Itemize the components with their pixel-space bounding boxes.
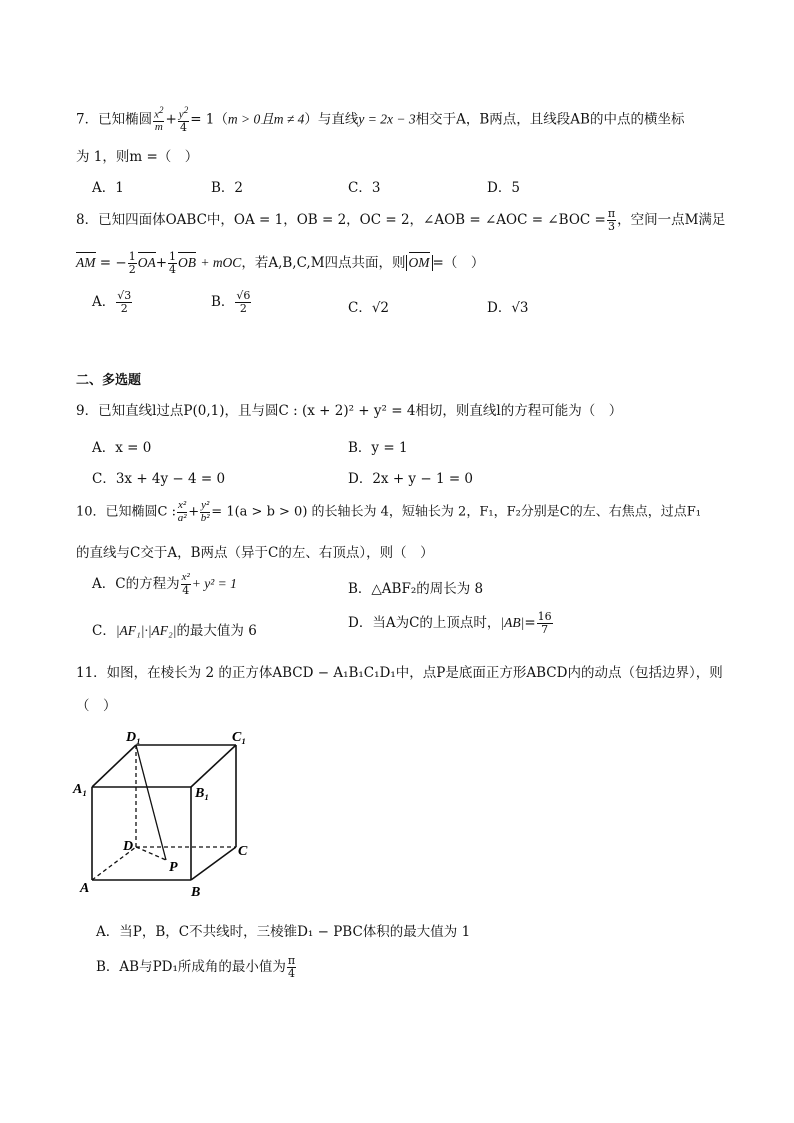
q11-option-a: A．当P，B，C不共线时，三棱锥D₁ − PBC体积的最大值为 1 bbox=[96, 924, 471, 940]
q9-option-a: A．x = 0 bbox=[92, 440, 152, 456]
label-b1: B₁ bbox=[195, 786, 210, 801]
label-a: A bbox=[80, 881, 90, 896]
q9-option-c: C．3x + 4y − 4 = 0 bbox=[92, 471, 226, 487]
label-c1: C₁ bbox=[232, 730, 247, 745]
label-p: P bbox=[169, 860, 178, 875]
q7-frac-y: $\frac{y^2}{4}$ bbox=[178, 105, 189, 135]
q10-option-b: B．△ABF₂的周长为 8 bbox=[348, 581, 484, 597]
section-heading: 二、多选题 bbox=[76, 373, 142, 388]
q8-half: $\frac{1}{2}$ bbox=[128, 250, 136, 276]
q10-option-a: A．C的方程为 $\frac{\text{x²}}{4}$ + y² = 1 bbox=[92, 571, 237, 597]
q7-line-equation: y = 2x − 3 bbox=[358, 111, 416, 127]
q9-option-d: D．2x + y − 1 = 0 bbox=[348, 471, 474, 487]
q11-option-b: B．AB与PD₁所成角的最小值为 $\frac{\pi}{4}$ bbox=[96, 954, 296, 980]
q10-line2: 的直线与C交于A，B两点（异于C的左、右顶点），则（ ） bbox=[76, 545, 434, 561]
q7-text-a: 7．已知椭圆 bbox=[76, 111, 153, 128]
label-b: B bbox=[191, 885, 201, 900]
q7-option-c: C．3 bbox=[348, 180, 381, 196]
q7-option-a: A．1 bbox=[92, 180, 124, 196]
edge-b1c1 bbox=[191, 745, 236, 787]
vector-moc: + mOC bbox=[200, 255, 242, 270]
vector-oa: OA bbox=[137, 255, 156, 270]
q11-line2: （ ） bbox=[76, 698, 117, 714]
q8-option-b: B． $\frac{√6}{2}$ bbox=[211, 289, 251, 315]
q7-option-d: D．5 bbox=[487, 180, 520, 196]
q7-line2: 为 1，则m =（ ） bbox=[76, 149, 199, 165]
q8-quarter: $\frac{1}{4}$ bbox=[169, 250, 177, 276]
q8-line1: 8．已知四面体OABC中，OA = 1，OB = 2，OC = 2，∠AOB = ∠AOC = ∠BOC = $\frac{\pi}{3}$ ，空间一点M满足 bbox=[76, 207, 726, 233]
label-d: D bbox=[123, 839, 134, 854]
q9-option-b: B．y = 1 bbox=[348, 440, 408, 456]
label-a1: A₁ bbox=[73, 782, 88, 797]
q7-frac-x: $\frac{x^2}{m}$ bbox=[154, 105, 164, 134]
cube-figure bbox=[70, 725, 270, 905]
vector-ob: OB bbox=[178, 255, 197, 270]
q9-line: 9．已知直线l过点P(0,1)，且与圆C : (x + 2)² + y² = 4相切，则直线l的方程可能为（ ） bbox=[76, 403, 623, 419]
q8-pi-frac: $\frac{\pi}{3}$ bbox=[607, 207, 616, 233]
vector-am: AM bbox=[76, 255, 96, 270]
label-c: C bbox=[238, 844, 248, 859]
q8-option-a: A． $\frac{√3}{2}$ bbox=[92, 289, 132, 315]
edge-bc bbox=[191, 847, 236, 880]
segment-d1p bbox=[136, 745, 166, 860]
q10-option-c: C．|AF₁|·|AF₂|的最大值为 6 bbox=[92, 623, 257, 639]
q7-option-b: B．2 bbox=[211, 180, 244, 196]
vector-om: OM bbox=[408, 255, 430, 270]
q8-option-c: C．√2 bbox=[348, 300, 390, 316]
q10-line1: 10．已知椭圆C : $\frac{\text{x²}}{\text{a²}}$ + $\frac{\text{y²}}{\text{b²}}$ = 1(a > b > 0) 的长轴长为 4，短轴长为 2，F₁，F₂分别是C的左、右焦点，过点F₁ bbox=[76, 499, 701, 524]
q8-line2: AM = − $\frac{1}{2}$ OA+ $\frac{1}{4}$ OB + mOC，若A,B,C,M四点共面，则 OM =（ ） bbox=[76, 250, 485, 276]
q11-line1: 11．如图，在棱长为 2 的正方体ABCD − A₁B₁C₁D₁中，点P是底面正方形ABCD内的动点（包括边界），则 bbox=[76, 665, 723, 681]
q7-condition: m > 0且m ≠ 4 bbox=[227, 111, 305, 127]
q7-line1: 7．已知椭圆 $\frac{x^2}{m}$ + $\frac{y^2}{4}$ = 1（m > 0且m ≠ 4）与直线y = 2x − 3相交于A，B两点，且线段AB的中点的横坐标 bbox=[76, 105, 685, 135]
q10-option-d: D．当A为C的上顶点时，|AB|= $\frac{16}{7}$ bbox=[348, 610, 552, 636]
q8-option-d: D．√3 bbox=[487, 300, 529, 316]
edge-a1d1 bbox=[92, 745, 136, 787]
label-d1: D₁ bbox=[126, 730, 141, 745]
segment-dp-hidden bbox=[136, 847, 166, 860]
